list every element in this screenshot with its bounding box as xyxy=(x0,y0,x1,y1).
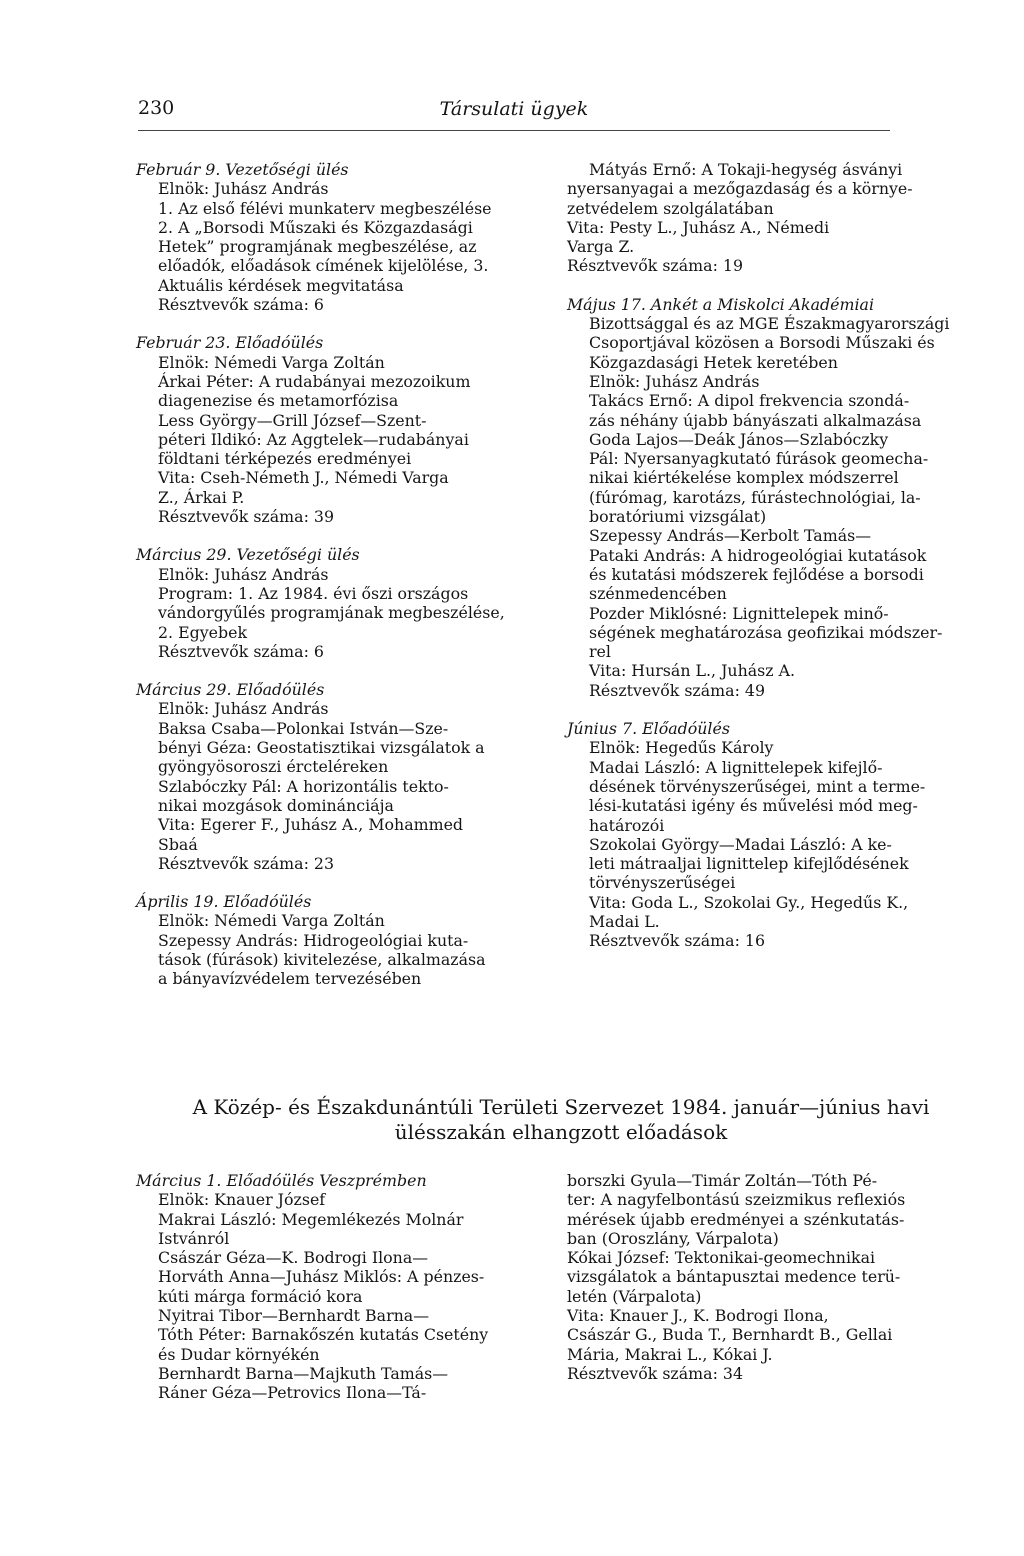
entry-line: Elnök: Juhász András xyxy=(158,564,329,584)
entry-line: Tóth Péter: Barnakőszén kutatás Csetény xyxy=(158,1325,489,1345)
entry-line: Szepessy András: Hidrogeológiai kuta- xyxy=(158,930,469,950)
entry-line: Madai László: A lignittelepek kifejlő- xyxy=(589,757,883,777)
entry-heading: Mátyás Ernő: A Tokaji-hegység ásványi xyxy=(589,160,903,179)
entry-line: Elnök: Knauer József xyxy=(158,1190,326,1210)
entry-line: Elnök: Némedi Varga Zoltán xyxy=(158,352,385,372)
entry-line: ségének meghatározása geofizikai módszer- xyxy=(589,622,943,642)
entry-heading: Február 23. Előadóülés xyxy=(136,333,324,353)
entry-line: Horváth Anna—Juhász Miklós: A pénzes- xyxy=(158,1267,485,1287)
entry-line: Z., Árkai P. xyxy=(158,487,245,507)
entry-line: désének törvényszerűségei, mint a terme- xyxy=(589,776,926,796)
entry-line: Pozder Miklósné: Lignittelepek minő- xyxy=(589,603,889,623)
entry-heading: borszki Gyula—Timár Zoltán—Tóth Pé- xyxy=(567,1171,878,1190)
entry-line: Sbaá xyxy=(158,834,198,854)
entry-line: zás néhány újabb bányászati alkalmazása xyxy=(589,410,922,430)
entry-line: szénmedencében xyxy=(589,584,727,604)
entry-line: Császár G., Buda T., Bernhardt B., Gellai xyxy=(567,1325,893,1345)
entry-line: Hetek” programjának megbeszélése, az xyxy=(158,237,477,257)
page-number: 230 xyxy=(138,97,175,119)
entry-line: nikai kiértékelése komplex módszerrel xyxy=(589,468,899,488)
entry-line: Takács Ernő: A dipol frekvencia szondá- xyxy=(589,391,910,411)
entry xyxy=(567,1171,967,1383)
entry xyxy=(136,892,536,988)
entry-line: és kutatási módszerek fejlődése a borsodi xyxy=(589,564,924,584)
entry xyxy=(567,295,967,700)
entry-line: Makrai László: Megemlékezés Molnár xyxy=(158,1209,464,1229)
entry-line: Program: 1. Az 1984. évi őszi országos xyxy=(158,583,469,603)
entry-line: Goda Lajos—Deák János—Szlabóczky xyxy=(589,429,889,449)
entry-line: Vita: Cseh-Németh J., Némedi Varga xyxy=(158,468,449,488)
entry-line: Résztvevők száma: 16 xyxy=(589,931,766,951)
entry-line: nikai mozgások dominánciája xyxy=(158,795,394,815)
entry-line: Résztvevők száma: 6 xyxy=(158,295,324,315)
entry-line: Résztvevők száma: 6 xyxy=(158,641,324,661)
entry-line: Istvánról xyxy=(158,1228,230,1248)
entry-line: a bányavízvédelem tervezésében xyxy=(158,969,422,989)
entry-line: és Dudar környékén xyxy=(158,1344,320,1364)
entry-line: földtani térképezés eredményei xyxy=(158,449,412,469)
entry-line: tások (fúrások) kivitelezése, alkalmazása xyxy=(158,949,486,969)
entry-heading: Március 29. Vezetőségi ülés xyxy=(136,545,360,565)
entry-line: zetvédelem szolgálatában xyxy=(567,198,774,218)
entry-line: Bernhardt Barna—Majkuth Tamás— xyxy=(158,1363,449,1383)
entry-line: Vita: Goda L., Szokolai Gy., Hegedűs K., xyxy=(589,892,909,912)
entry-line: Varga Z. xyxy=(567,237,635,257)
entry-heading: Április 19. Előadóülés xyxy=(136,892,312,912)
entry-line: Szepessy András—Kerbolt Tamás— xyxy=(589,526,872,546)
entry-line: Elnök: Juhász András xyxy=(589,371,760,391)
entry-line: (fúrómag, karotázs, fúrástechnológiai, la- xyxy=(589,487,921,507)
entry-line: Baksa Csaba—Polonkai István—Sze- xyxy=(158,718,449,738)
entry xyxy=(567,160,967,276)
entry-line: leti mátraaljai lignittelep kifejlődésének xyxy=(589,854,909,874)
entry-line: ter: A nagyfelbontású szeizmikus reflexiós xyxy=(567,1190,906,1210)
entry-line: Madai L. xyxy=(589,911,660,931)
right-column xyxy=(567,160,967,970)
entry xyxy=(136,680,536,873)
entry-line: lési-kutatási igény és művelési mód meg- xyxy=(589,796,918,816)
section-title-line-2: ülésszakán elhangzott előadások xyxy=(394,1120,728,1144)
entry-line: Vita: Hursán L., Juhász A. xyxy=(589,661,796,681)
entry-line: 2. Egyebek xyxy=(158,622,248,642)
entry-line: 1. Az első félévi munkaterv megbeszélése xyxy=(158,198,492,218)
entry-line: Szokolai György—Madai László: A ke- xyxy=(589,834,892,854)
entry-line: boratóriumi vizsgálat) xyxy=(589,507,767,527)
entry-line: Pataki András: A hidrogeológiai kutatások xyxy=(589,545,927,565)
entry-line: Csoportjával közösen a Borsodi Műszaki és xyxy=(589,333,935,353)
entry-line: határozói xyxy=(589,815,665,835)
entry-line: Közgazdasági Hetek keretében xyxy=(589,352,838,372)
entry-heading: Március 1. Előadóülés Veszprémben xyxy=(136,1171,427,1190)
page-header xyxy=(138,96,890,126)
entry-line: Ráner Géza—Petrovics Ilona—Tá- xyxy=(158,1383,427,1403)
entry-line: Vita: Pesty L., Juhász A., Némedi xyxy=(567,217,830,237)
entry-line: Mária, Makrai L., Kókai J. xyxy=(567,1344,773,1364)
entry-line: előadók, előadások címének kijelölése, 3. xyxy=(158,256,489,276)
entry-line: Császár Géza—K. Bodrogi Ilona— xyxy=(158,1248,429,1268)
entry-line: Résztvevők száma: 23 xyxy=(158,853,335,873)
entry-line: péteri Ildikó: Az Aggtelek—rudabányai xyxy=(158,429,469,449)
right-column-second-section xyxy=(567,1171,967,1402)
entry-line: Vita: Egerer F., Juhász A., Mohammed xyxy=(158,815,464,835)
entry-line: Résztvevők száma: 49 xyxy=(589,680,766,700)
entry-line: Elnök: Némedi Varga Zoltán xyxy=(158,911,385,931)
entry-line: Nyitrai Tibor—Bernhardt Barna— xyxy=(158,1306,430,1326)
entry-line: Elnök: Hegedűs Károly xyxy=(589,738,774,758)
entry-line: Less György—Grill József—Szent- xyxy=(158,410,427,430)
entry-line: Kókai József: Tektonikai-geomechnikai xyxy=(567,1248,876,1268)
entry-line: mérések újabb eredményei a szénkutatás- xyxy=(567,1209,905,1229)
entry-line: bényi Géza: Geostatisztikai vizsgálatok a xyxy=(158,738,485,758)
entry-line: Elnök: Juhász András xyxy=(158,179,329,199)
left-column xyxy=(136,160,536,1008)
entry-line: Résztvevők száma: 19 xyxy=(567,256,744,276)
entry-line: kúti márga formáció kora xyxy=(158,1286,363,1306)
entry-line: törvényszerűségei xyxy=(589,873,736,893)
entry-line: gyöngyösoroszi ércteléreken xyxy=(158,757,389,777)
entry-line: Bizottsággal és az MGE Északmagyarországi xyxy=(589,314,950,334)
entry xyxy=(136,160,536,314)
entry-line: Vita: Knauer J., K. Bodrogi Ilona, xyxy=(567,1306,829,1326)
entry xyxy=(136,333,536,526)
entry-line: 2. A „Borsodi Műszaki és Közgazdasági xyxy=(158,217,473,237)
header-rule xyxy=(138,130,890,131)
entry-heading: Június 7. Előadóülés xyxy=(567,719,730,739)
entry xyxy=(136,545,536,661)
running-title: Társulati ügyek xyxy=(439,98,589,120)
entry-heading: Május 17. Ankét a Miskolci Akadémiai xyxy=(567,294,874,314)
left-column-second-section xyxy=(136,1171,536,1422)
entry-line: letén (Várpalota) xyxy=(567,1286,702,1306)
entry-heading: Február 9. Vezetőségi ülés xyxy=(136,160,349,179)
entry-line: Árkai Péter: A rudabányai mezozoikum xyxy=(158,371,471,391)
entry-line: vándorgyűlés programjának megbeszélése, xyxy=(158,603,505,623)
section-title xyxy=(136,1095,986,1145)
entry-line: Résztvevők száma: 34 xyxy=(567,1363,744,1383)
entry-line: Aktuális kérdések megvitatása xyxy=(158,275,404,295)
entry-line: Elnök: Juhász András xyxy=(158,699,329,719)
entry-line: ban (Oroszlány, Várpalota) xyxy=(567,1228,779,1248)
entry xyxy=(136,1171,536,1403)
entry-line: Résztvevők száma: 39 xyxy=(158,507,335,527)
entry-line: nyersanyagai a mezőgazdaság és a környe- xyxy=(567,179,913,199)
entry-line: Pál: Nyersanyagkutató fúrások geomecha- xyxy=(589,449,929,469)
entry-line: Szlabóczky Pál: A horizontális tekto- xyxy=(158,776,449,796)
entry-line: rel xyxy=(589,642,611,662)
section-title-line-1: A Közép- és Északdunántúli Területi Szervezet 1984. január—június havi xyxy=(192,1095,930,1119)
entry xyxy=(567,719,967,951)
entry-heading: Március 29. Előadóülés xyxy=(136,680,325,700)
entry-line: vizsgálatok a bántapusztai medence terü- xyxy=(567,1267,901,1287)
entry-line: diagenezise és metamorfózisa xyxy=(158,391,399,411)
